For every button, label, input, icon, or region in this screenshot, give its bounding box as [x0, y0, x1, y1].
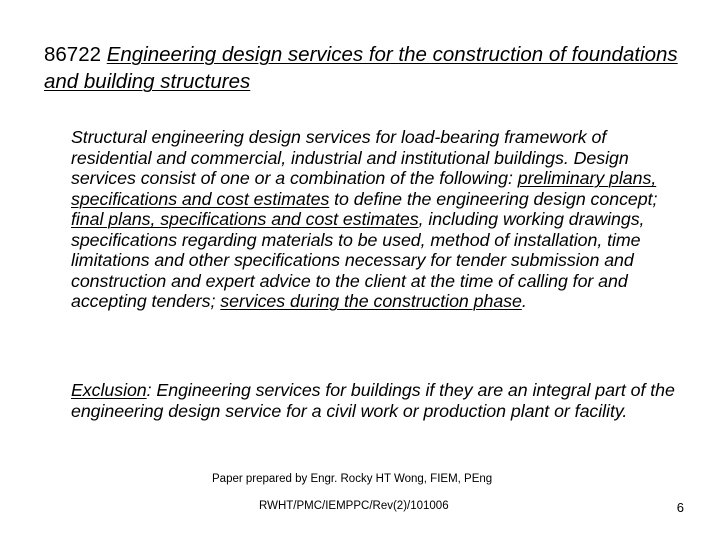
footer-reference: RWHT/PMC/IEMPPC/Rev(2)/101006 — [259, 500, 449, 512]
description-text-4: . — [521, 291, 527, 311]
description-text-3: , including working drawings, specifications regarding materials to be used, method of installation, time limitations and other specifications necessary for tender submission and construction and expert advice to the client at the time of calling for and accepting tenders; — [71, 209, 645, 311]
page-title — [44, 41, 684, 95]
description-text-1: Structural engineering design services for load-bearing framework of residential and commercial, industrial and institutional buildings. Design services consist of one or a combination of the following: — [71, 127, 629, 188]
title-text: Engineering design services for the construction of foundations and building structures — [44, 43, 678, 93]
exclusion-text: : Engineering services for buildings if they are an integral part of the engineering design service for a civil work or production plant or facility. — [71, 380, 675, 421]
preliminary-plans-link: preliminary plans, specifications and cost estimates — [71, 168, 657, 209]
final-plans-link: final plans, specifications and cost estimates — [71, 209, 419, 229]
exclusion-label: Exclusion — [71, 380, 147, 400]
description-text-2: to define the engineering design concept; — [329, 188, 658, 209]
footer-author: Paper prepared by Engr. Rocky HT Wong, FIEM, PEng — [212, 473, 493, 485]
description-paragraph — [71, 127, 691, 312]
construction-phase-link: services during the construction phase — [220, 291, 522, 311]
exclusion-paragraph — [71, 380, 691, 421]
title-code: 86722 — [44, 43, 102, 66]
page-number: 6 — [676, 500, 684, 515]
